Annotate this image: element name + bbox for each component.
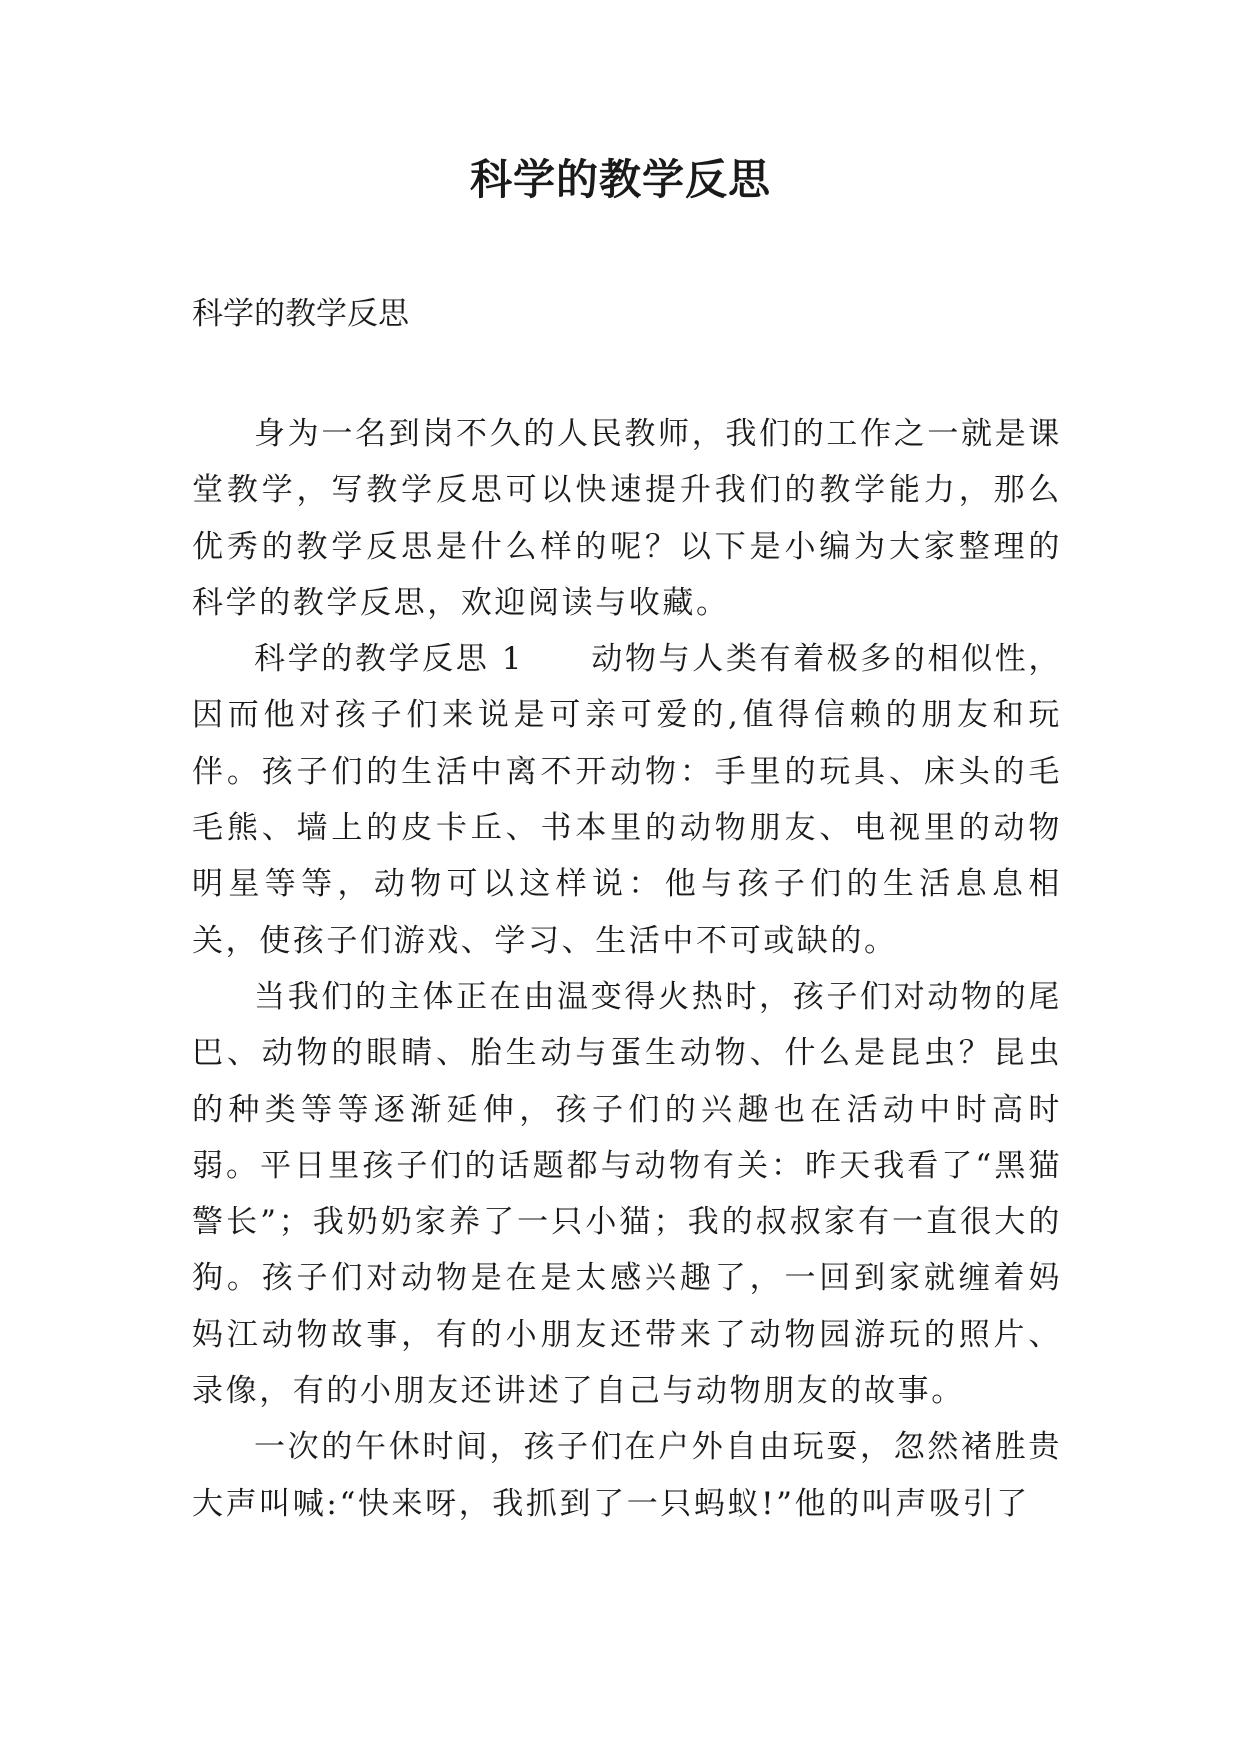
paragraph-reflection-1: 科学的教学反思 1 动物与人类有着极多的相似性，因而他对孩子们来说是可亲可爱的,值得信赖的朋友和玩伴。孩子们的生活中离不开动物：手里的玩具、床头的毛毛熊、墙上的皮卡丘、书本里的动物朋友、电视里的动物明星等等，动物可以这样说：他与孩子们的生活息息相关，使孩子们游戏、学习、生活中不可或缺的。 [192,641,1062,959]
document-subtitle: 科学的教学反思 [192,296,409,332]
paragraph-topic-development: 当我们的主体正在由温变得火热时，孩子们对动物的尾巴、动物的眼睛、胎生动与蛋生动物、什么是昆虫？昆虫的种类等等逐渐延伸，孩子们的兴趣也在活动中时高时弱。平日里孩子们的话题都与动物有关：昨天我看了“黑猫警长”；我奶奶家养了一只小猫；我的叔叔家有一直很大的狗。孩子们对动物是在是太感兴趣了，一回到家就缠着妈妈江动物故事，有的小朋友还带来了动物园游玩的照片、录像，有的小朋友还讲述了自己与动物朋友的故事。 [192,978,1062,1410]
paragraph-nap-time: 一次的午休时间，孩子们在户外自由玩耍，忽然褚胜贵大声叫喊:“快来呀，我抓到了一只蚂蚁!”他的叫声吸引了 [192,1429,1062,1522]
document-title: 科学的教学反思 [469,155,771,204]
document-body [192,406,1062,1532]
paragraph-intro: 身为一名到岗不久的人民教师，我们的工作之一就是课堂教学，写教学反思可以快速提升我们的教学能力，那么优秀的教学反思是什么样的呢？以下是小编为大家整理的科学的教学反思，欢迎阅读与收藏。 [192,416,1062,621]
